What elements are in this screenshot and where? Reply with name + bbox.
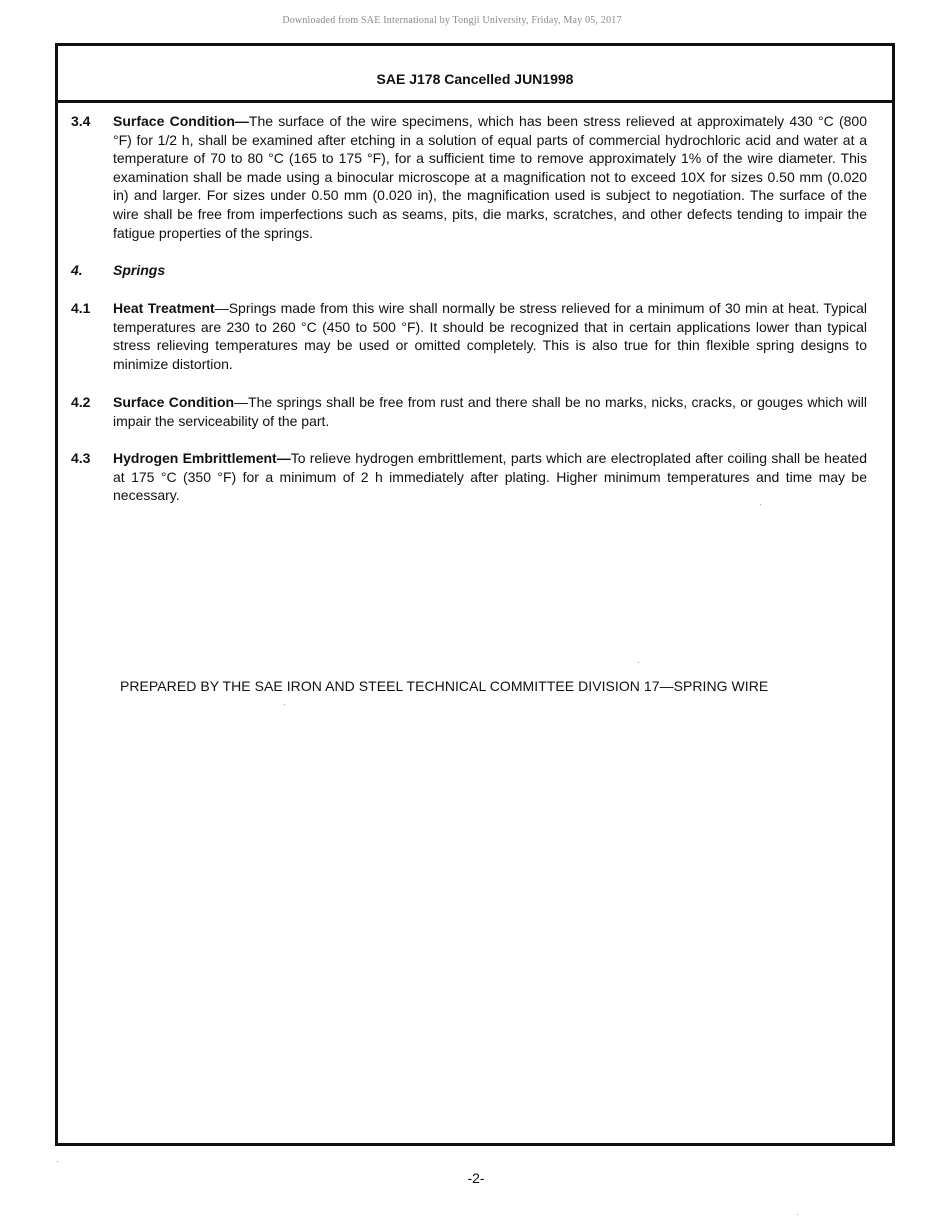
document-title: SAE J178 Cancelled JUN1998 [376, 71, 574, 87]
header-bar [58, 46, 892, 103]
section-body [113, 299, 867, 373]
page-number: -2- [467, 1170, 485, 1186]
scan-speck [797, 1214, 798, 1215]
section-number: 4.1 [71, 300, 91, 316]
section-body [113, 393, 867, 430]
section-text: —The springs shall be free from rust and there shall be no marks, nicks, cracks, or gouges which will impair the serviceability of the part. [113, 394, 867, 429]
section-body [113, 449, 867, 505]
scan-speck [57, 1161, 58, 1162]
scan-speck [284, 704, 285, 705]
section-number: 3.4 [71, 113, 91, 129]
section-number: 4. [71, 262, 83, 278]
page-frame [55, 43, 895, 1146]
scan-speck [638, 662, 639, 663]
section-text: The surface of the wire specimens, which has been stress relieved at approximately 430 °C (800 °F) for 1/2 h, shall be examined after etching in a solution of equal parts of commercial hydrochloric acid and water at a temperature of 70 to 80 °C (165 to 175 °F), for a sufficient time to remove approximately 1% of the wire diameter. This examination shall be made using a binocular microscope at a magnification not to exceed 10X for sizes 0.50 mm (0.020 in) and larger. For sizes under 0.50 mm (0.020 in), the magnification used is subject to negotiation. The surface of the wire shall be free from imperfections such as seams, pits, die marks, scratches, and other defects tending to impair the fatigue properties of the springs. [113, 113, 867, 241]
section-title: Surface Condition— [113, 113, 249, 129]
section-title: Hydrogen Embrittlement— [113, 450, 291, 466]
scan-speck [760, 504, 761, 505]
section-text: —Springs made from this wire shall normally be stress relieved for a minimum of 30 min at heat. Typical temperatures are 230 to 260 °C (450 to 500 °F). It should be recognized that in certain applications lower than typical stress relieving temperatures may be used or omitted completely. This is also true for thin flexible spring designs to minimize distortion. [113, 300, 867, 372]
download-watermark: Downloaded from SAE International by Tongji University, Friday, May 05, 2017 [282, 15, 622, 26]
section-title: Surface Condition [113, 394, 235, 410]
section-title: Heat Treatment [113, 300, 215, 316]
section-text: To relieve hydrogen embrittlement, parts which are electroplated after coiling shall be heated at 175 °C (350 °F) for a minimum of 2 h immediately after plating. Higher minimum temperatures and time may be necessary. [113, 450, 868, 504]
section-number: 4.2 [71, 394, 91, 410]
section-number: 4.3 [71, 450, 91, 466]
section-heading: Springs [113, 262, 166, 278]
prepared-by-line: PREPARED BY THE SAE IRON AND STEEL TECHNICAL COMMITTEE DIVISION 17—SPRING WIRE [120, 678, 769, 694]
section-body [113, 112, 867, 242]
